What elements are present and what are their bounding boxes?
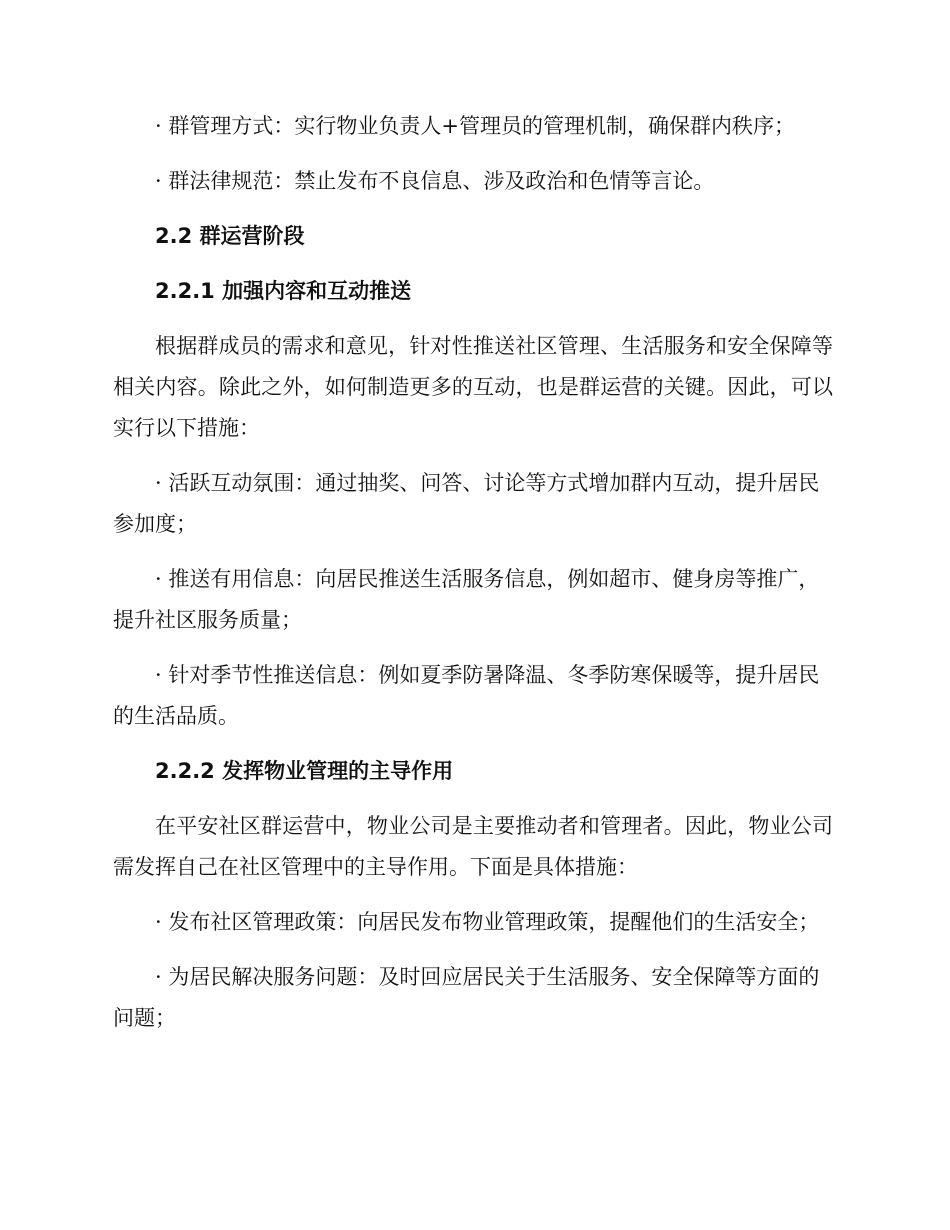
- paragraph-2-2-2: 在平安社区群运营中，物业公司是主要推动者和管理者。因此，物业公司需发挥自己在社区管理中的主导作用。下面是具体措施：: [113, 814, 833, 879]
- document-page: [113, 106, 833, 1039]
- bullet-seasonal-info: · 针对季节性推送信息：例如夏季防暑降温、冬季防寒保暖等，提升居民的生活品质。: [113, 663, 820, 728]
- section-heading-2-2-1: 2.2.1 加强内容和互动推送: [155, 279, 412, 303]
- bullet-group-management: · 群管理方式：实行物业负责人+管理员的管理机制，确保群内秩序；: [155, 114, 795, 138]
- spacer: [113, 545, 833, 559]
- spacer: [113, 943, 833, 957]
- bullet-useful-info: · 推送有用信息：向居民推送生活服务信息，例如超市、健身房等推广，提升社区服务质量；: [113, 567, 820, 632]
- spacer: [113, 257, 833, 271]
- section-heading-2-2: 2.2 群运营阶段: [155, 224, 305, 248]
- spacer: [113, 449, 833, 463]
- bullet-active-interaction: · 活跃互动氛围：通过抽奖、问答、讨论等方式增加群内互动，提升居民参加度；: [113, 471, 820, 536]
- bullet-group-legal: · 群法律规范：禁止发布不良信息、涉及政治和色情等言论。: [155, 169, 715, 193]
- spacer: [113, 792, 833, 806]
- paragraph-2-2-1: 根据群成员的需求和意见，针对性推送社区管理、生活服务和安全保障等相关内容。除此之外，如何制造更多的互动，也是群运营的关键。因此，可以实行以下措施：: [113, 334, 833, 440]
- bullet-service-issues: · 为居民解决服务问题：及时回应居民关于生活服务、安全保障等方面的问题；: [113, 965, 820, 1030]
- spacer: [113, 147, 833, 161]
- spacer: [113, 888, 833, 902]
- section-heading-2-2-2: 2.2.2 发挥物业管理的主导作用: [155, 759, 454, 783]
- spacer: [113, 641, 833, 655]
- spacer: [113, 737, 833, 751]
- spacer: [113, 202, 833, 216]
- spacer: [113, 312, 833, 326]
- bullet-policy: · 发布社区管理政策：向居民发布物业管理政策，提醒他们的生活安全；: [155, 910, 820, 934]
